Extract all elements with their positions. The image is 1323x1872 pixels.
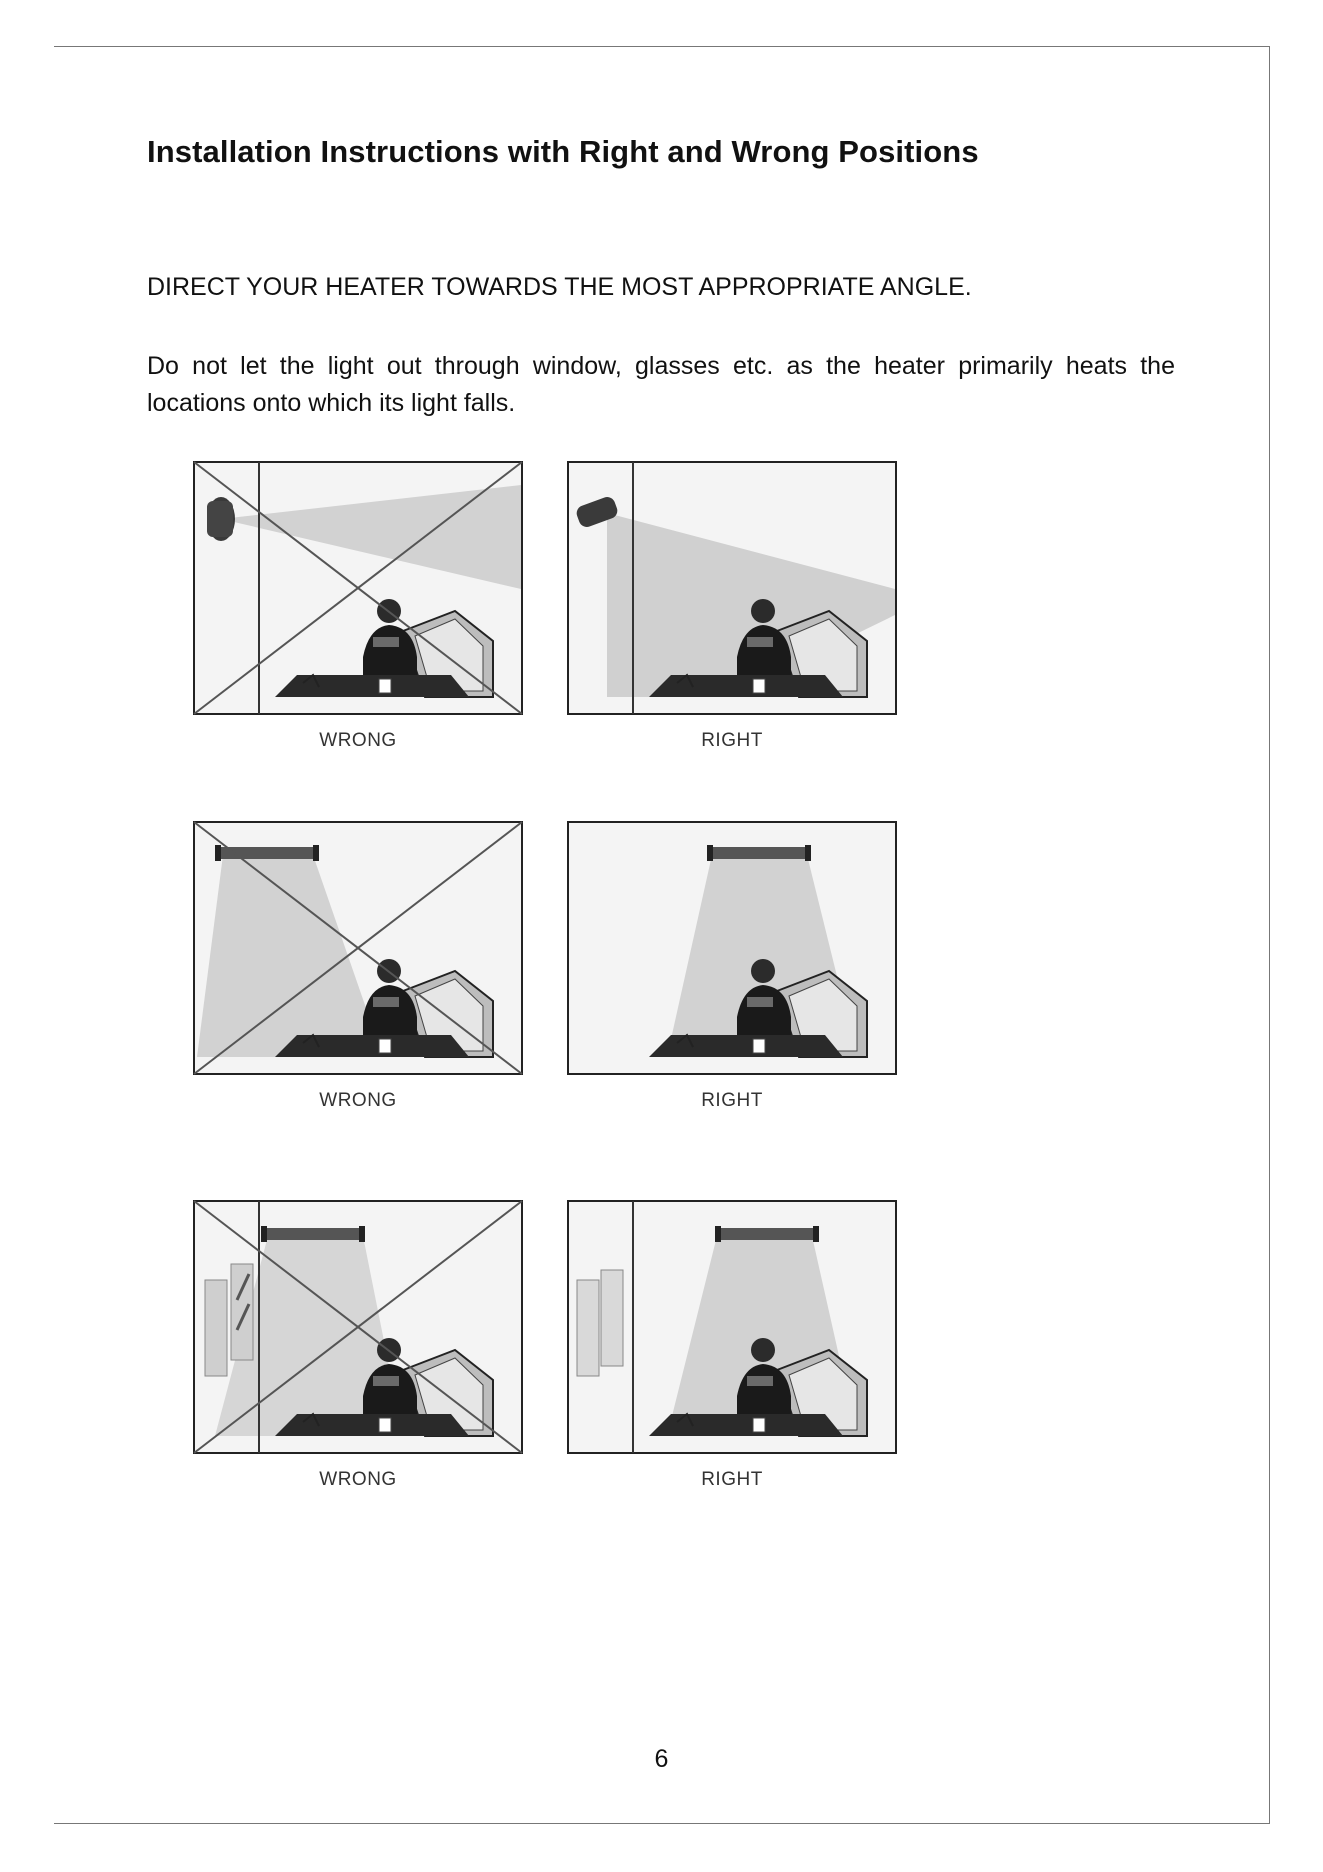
top-rule <box>54 46 1270 47</box>
ceiling-heater-icon <box>261 1226 365 1242</box>
illustration-wrong-3 <box>193 1200 523 1454</box>
ceiling-heater-icon <box>215 845 319 861</box>
illustration-right-3 <box>567 1200 897 1454</box>
page-title: Installation Instructions with Right and Wrong Positions <box>147 134 979 169</box>
caption-wrong-3: WRONG <box>319 1469 397 1490</box>
caption-wrong-2: WRONG <box>319 1090 397 1111</box>
caption-right-2: RIGHT <box>701 1090 763 1111</box>
illustration-wrong-1 <box>193 461 523 715</box>
directive-heading: DIRECT YOUR HEATER TOWARDS THE MOST APPROPRIATE ANGLE. <box>147 273 972 301</box>
illustration-right-1 <box>567 461 897 715</box>
illustration-right-2 <box>567 821 897 1075</box>
right-rule <box>1269 46 1270 1824</box>
ceiling-heater-icon <box>707 845 811 861</box>
caption-right-1: RIGHT <box>701 730 763 751</box>
caption-wrong-1: WRONG <box>319 730 397 751</box>
instruction-paragraph: Do not let the light out through window, glasses etc. as the heater primarily heats the locations onto which its light falls. <box>147 352 1175 417</box>
wall-heater-icon <box>207 497 235 541</box>
page-number: 6 <box>654 1745 669 1773</box>
illustration-wrong-2 <box>193 821 523 1075</box>
ceiling-heater-icon <box>715 1226 819 1242</box>
caption-right-3: RIGHT <box>701 1469 763 1490</box>
bottom-rule <box>54 1823 1270 1824</box>
